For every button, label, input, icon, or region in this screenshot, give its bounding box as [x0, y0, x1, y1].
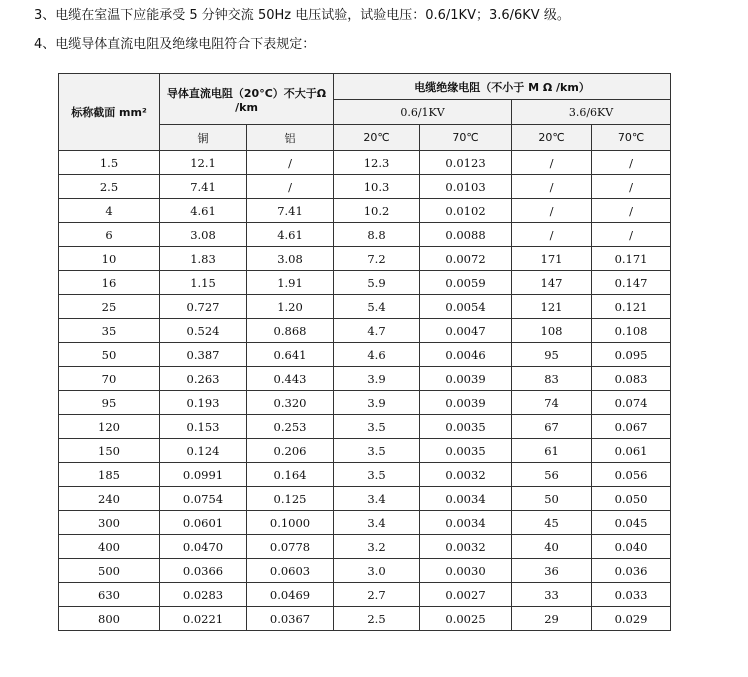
cell-insulation-20c-high: 36 [512, 559, 592, 583]
cell-section: 35 [59, 319, 160, 343]
cell-insulation-70c-high: / [592, 151, 671, 175]
cell-insulation-70c-low: 0.0025 [420, 607, 512, 631]
table-row [59, 175, 671, 199]
cell-aluminum-resistance: 0.253 [247, 415, 334, 439]
cell-insulation-20c-low: 10.3 [334, 175, 420, 199]
cell-aluminum-resistance: 0.1000 [247, 511, 334, 535]
cell-insulation-70c-high: 0.045 [592, 511, 671, 535]
cell-copper-resistance: 0.727 [160, 295, 247, 319]
table-row [59, 223, 671, 247]
cell-insulation-70c-low: 0.0123 [420, 151, 512, 175]
table-row [59, 535, 671, 559]
cell-section: 185 [59, 463, 160, 487]
cell-copper-resistance: 0.0754 [160, 487, 247, 511]
cell-insulation-70c-high: 0.147 [592, 271, 671, 295]
cell-insulation-20c-high: 95 [512, 343, 592, 367]
table-row [59, 199, 671, 223]
cell-insulation-70c-low: 0.0088 [420, 223, 512, 247]
cell-copper-resistance: 12.1 [160, 151, 247, 175]
cell-insulation-70c-low: 0.0032 [420, 463, 512, 487]
cell-insulation-70c-high: 0.061 [592, 439, 671, 463]
header-insulation-resistance: 电缆绝缘电阻（不小于 M Ω /km） [334, 74, 671, 100]
cell-section: 4 [59, 199, 160, 223]
cell-insulation-20c-low: 3.5 [334, 439, 420, 463]
cell-insulation-20c-low: 12.3 [334, 151, 420, 175]
cell-insulation-20c-high: / [512, 151, 592, 175]
header-aluminum: 铝 [247, 125, 334, 151]
cell-insulation-20c-low: 3.5 [334, 463, 420, 487]
cell-insulation-70c-high: 0.036 [592, 559, 671, 583]
cell-aluminum-resistance: 1.20 [247, 295, 334, 319]
cell-section: 95 [59, 391, 160, 415]
table-row [59, 583, 671, 607]
header-20c-high: 20℃ [512, 125, 592, 151]
cell-copper-resistance: 0.263 [160, 367, 247, 391]
cell-insulation-20c-high: 29 [512, 607, 592, 631]
cell-insulation-70c-low: 0.0032 [420, 535, 512, 559]
cell-copper-resistance: 0.387 [160, 343, 247, 367]
cell-aluminum-resistance: 3.08 [247, 247, 334, 271]
table-row [59, 391, 671, 415]
header-70c-high: 70℃ [592, 125, 671, 151]
cell-aluminum-resistance: 1.91 [247, 271, 334, 295]
cell-insulation-20c-low: 3.4 [334, 487, 420, 511]
cell-aluminum-resistance: / [247, 175, 334, 199]
resistance-table [58, 73, 671, 631]
cell-copper-resistance: 0.0991 [160, 463, 247, 487]
table-body [59, 151, 671, 631]
table-row [59, 487, 671, 511]
cell-insulation-70c-high: 0.121 [592, 295, 671, 319]
cell-insulation-70c-low: 0.0072 [420, 247, 512, 271]
header-20c-low: 20℃ [334, 125, 420, 151]
cell-copper-resistance: 1.83 [160, 247, 247, 271]
cell-insulation-20c-high: 74 [512, 391, 592, 415]
cell-aluminum-resistance: / [247, 151, 334, 175]
cell-insulation-70c-low: 0.0030 [420, 559, 512, 583]
cell-aluminum-resistance: 0.0603 [247, 559, 334, 583]
cell-section: 120 [59, 415, 160, 439]
table-row [59, 343, 671, 367]
cell-insulation-70c-low: 0.0035 [420, 415, 512, 439]
header-section: 标称截面 mm² [59, 74, 160, 151]
cell-insulation-20c-low: 3.9 [334, 391, 420, 415]
cell-insulation-70c-low: 0.0102 [420, 199, 512, 223]
cell-insulation-20c-low: 5.4 [334, 295, 420, 319]
cell-insulation-20c-high: 40 [512, 535, 592, 559]
header-copper: 铜 [160, 125, 247, 151]
cell-section: 800 [59, 607, 160, 631]
cell-insulation-70c-high: / [592, 175, 671, 199]
cell-insulation-20c-high: 83 [512, 367, 592, 391]
cell-insulation-70c-high: / [592, 199, 671, 223]
cell-insulation-70c-high: 0.074 [592, 391, 671, 415]
cell-insulation-70c-low: 0.0047 [420, 319, 512, 343]
cell-insulation-20c-high: 121 [512, 295, 592, 319]
cell-aluminum-resistance: 0.641 [247, 343, 334, 367]
cell-insulation-20c-low: 2.5 [334, 607, 420, 631]
cell-section: 2.5 [59, 175, 160, 199]
cell-insulation-70c-high: 0.171 [592, 247, 671, 271]
cell-insulation-70c-low: 0.0039 [420, 367, 512, 391]
cell-aluminum-resistance: 0.0367 [247, 607, 334, 631]
cell-insulation-20c-high: 56 [512, 463, 592, 487]
cell-aluminum-resistance: 7.41 [247, 199, 334, 223]
cell-copper-resistance: 0.124 [160, 439, 247, 463]
cell-section: 240 [59, 487, 160, 511]
cell-insulation-70c-high: / [592, 223, 671, 247]
cell-insulation-20c-high: / [512, 223, 592, 247]
cell-copper-resistance: 0.0221 [160, 607, 247, 631]
paragraph-resistance-intro: 4、电缆导体直流电阻及绝缘电阻符合下表规定： [34, 37, 316, 52]
cell-section: 16 [59, 271, 160, 295]
cell-insulation-20c-high: / [512, 199, 592, 223]
cell-aluminum-resistance: 0.164 [247, 463, 334, 487]
cell-insulation-20c-low: 4.7 [334, 319, 420, 343]
cell-aluminum-resistance: 4.61 [247, 223, 334, 247]
header-70c-low: 70℃ [420, 125, 512, 151]
cell-insulation-20c-high: 45 [512, 511, 592, 535]
cell-section: 150 [59, 439, 160, 463]
cell-insulation-20c-high: / [512, 175, 592, 199]
cell-insulation-70c-high: 0.040 [592, 535, 671, 559]
header-voltage-3-6-6kv: 3.6/6KV [512, 100, 671, 125]
cell-insulation-70c-high: 0.050 [592, 487, 671, 511]
cell-copper-resistance: 0.153 [160, 415, 247, 439]
cell-section: 300 [59, 511, 160, 535]
cell-copper-resistance: 0.0601 [160, 511, 247, 535]
cell-copper-resistance: 3.08 [160, 223, 247, 247]
cell-insulation-20c-high: 171 [512, 247, 592, 271]
cell-copper-resistance: 0.0283 [160, 583, 247, 607]
table-row [59, 151, 671, 175]
cell-insulation-20c-high: 108 [512, 319, 592, 343]
cell-insulation-70c-high: 0.056 [592, 463, 671, 487]
cell-copper-resistance: 7.41 [160, 175, 247, 199]
cell-section: 50 [59, 343, 160, 367]
cell-aluminum-resistance: 0.125 [247, 487, 334, 511]
cell-insulation-70c-low: 0.0059 [420, 271, 512, 295]
cell-aluminum-resistance: 0.868 [247, 319, 334, 343]
cell-aluminum-resistance: 0.0469 [247, 583, 334, 607]
cell-insulation-70c-low: 0.0034 [420, 511, 512, 535]
cell-insulation-70c-low: 0.0046 [420, 343, 512, 367]
cell-aluminum-resistance: 0.443 [247, 367, 334, 391]
cell-aluminum-resistance: 0.0778 [247, 535, 334, 559]
cell-insulation-20c-low: 5.9 [334, 271, 420, 295]
cell-copper-resistance: 4.61 [160, 199, 247, 223]
table-row [59, 367, 671, 391]
cell-insulation-20c-low: 3.2 [334, 535, 420, 559]
cell-section: 6 [59, 223, 160, 247]
cell-insulation-20c-low: 10.2 [334, 199, 420, 223]
cell-insulation-20c-low: 2.7 [334, 583, 420, 607]
table-row [59, 247, 671, 271]
cell-insulation-20c-low: 8.8 [334, 223, 420, 247]
cell-insulation-70c-high: 0.095 [592, 343, 671, 367]
cell-section: 25 [59, 295, 160, 319]
cell-section: 1.5 [59, 151, 160, 175]
cell-insulation-70c-low: 0.0103 [420, 175, 512, 199]
cell-section: 10 [59, 247, 160, 271]
cell-copper-resistance: 1.15 [160, 271, 247, 295]
cell-copper-resistance: 0.524 [160, 319, 247, 343]
cell-insulation-70c-high: 0.108 [592, 319, 671, 343]
cell-insulation-20c-low: 4.6 [334, 343, 420, 367]
cell-section: 500 [59, 559, 160, 583]
cell-insulation-20c-high: 33 [512, 583, 592, 607]
cell-section: 400 [59, 535, 160, 559]
cell-insulation-20c-low: 3.9 [334, 367, 420, 391]
cell-copper-resistance: 0.0366 [160, 559, 247, 583]
table-row [59, 559, 671, 583]
cell-section: 70 [59, 367, 160, 391]
cell-insulation-20c-low: 3.5 [334, 415, 420, 439]
cell-insulation-70c-high: 0.083 [592, 367, 671, 391]
cell-copper-resistance: 0.0470 [160, 535, 247, 559]
cell-insulation-20c-low: 3.4 [334, 511, 420, 535]
cell-insulation-70c-high: 0.067 [592, 415, 671, 439]
table-row [59, 271, 671, 295]
cell-insulation-20c-high: 67 [512, 415, 592, 439]
cell-insulation-70c-low: 0.0027 [420, 583, 512, 607]
cell-aluminum-resistance: 0.206 [247, 439, 334, 463]
cell-insulation-70c-high: 0.033 [592, 583, 671, 607]
cell-insulation-20c-low: 7.2 [334, 247, 420, 271]
cell-insulation-20c-high: 50 [512, 487, 592, 511]
table-row [59, 463, 671, 487]
cell-insulation-20c-high: 61 [512, 439, 592, 463]
table-row [59, 295, 671, 319]
cell-insulation-70c-low: 0.0035 [420, 439, 512, 463]
cell-insulation-20c-high: 147 [512, 271, 592, 295]
cell-insulation-70c-low: 0.0034 [420, 487, 512, 511]
table-row [59, 439, 671, 463]
table-row [59, 511, 671, 535]
cell-section: 630 [59, 583, 160, 607]
header-voltage-0-6-1kv: 0.6/1KV [334, 100, 512, 125]
cell-copper-resistance: 0.193 [160, 391, 247, 415]
cell-aluminum-resistance: 0.320 [247, 391, 334, 415]
cell-insulation-20c-low: 3.0 [334, 559, 420, 583]
cell-insulation-70c-high: 0.029 [592, 607, 671, 631]
table-row [59, 415, 671, 439]
table-row [59, 319, 671, 343]
table-row [59, 607, 671, 631]
header-conductor-resistance: 导体直流电阻（20°C）不大于Ω /km [160, 74, 334, 125]
paragraph-voltage-test: 3、电缆在室温下应能承受 5 分钟交流 50Hz 电压试验，试验电压：0.6/1KV；3.6/6KV 级。 [34, 8, 570, 23]
cell-insulation-70c-low: 0.0039 [420, 391, 512, 415]
cell-insulation-70c-low: 0.0054 [420, 295, 512, 319]
